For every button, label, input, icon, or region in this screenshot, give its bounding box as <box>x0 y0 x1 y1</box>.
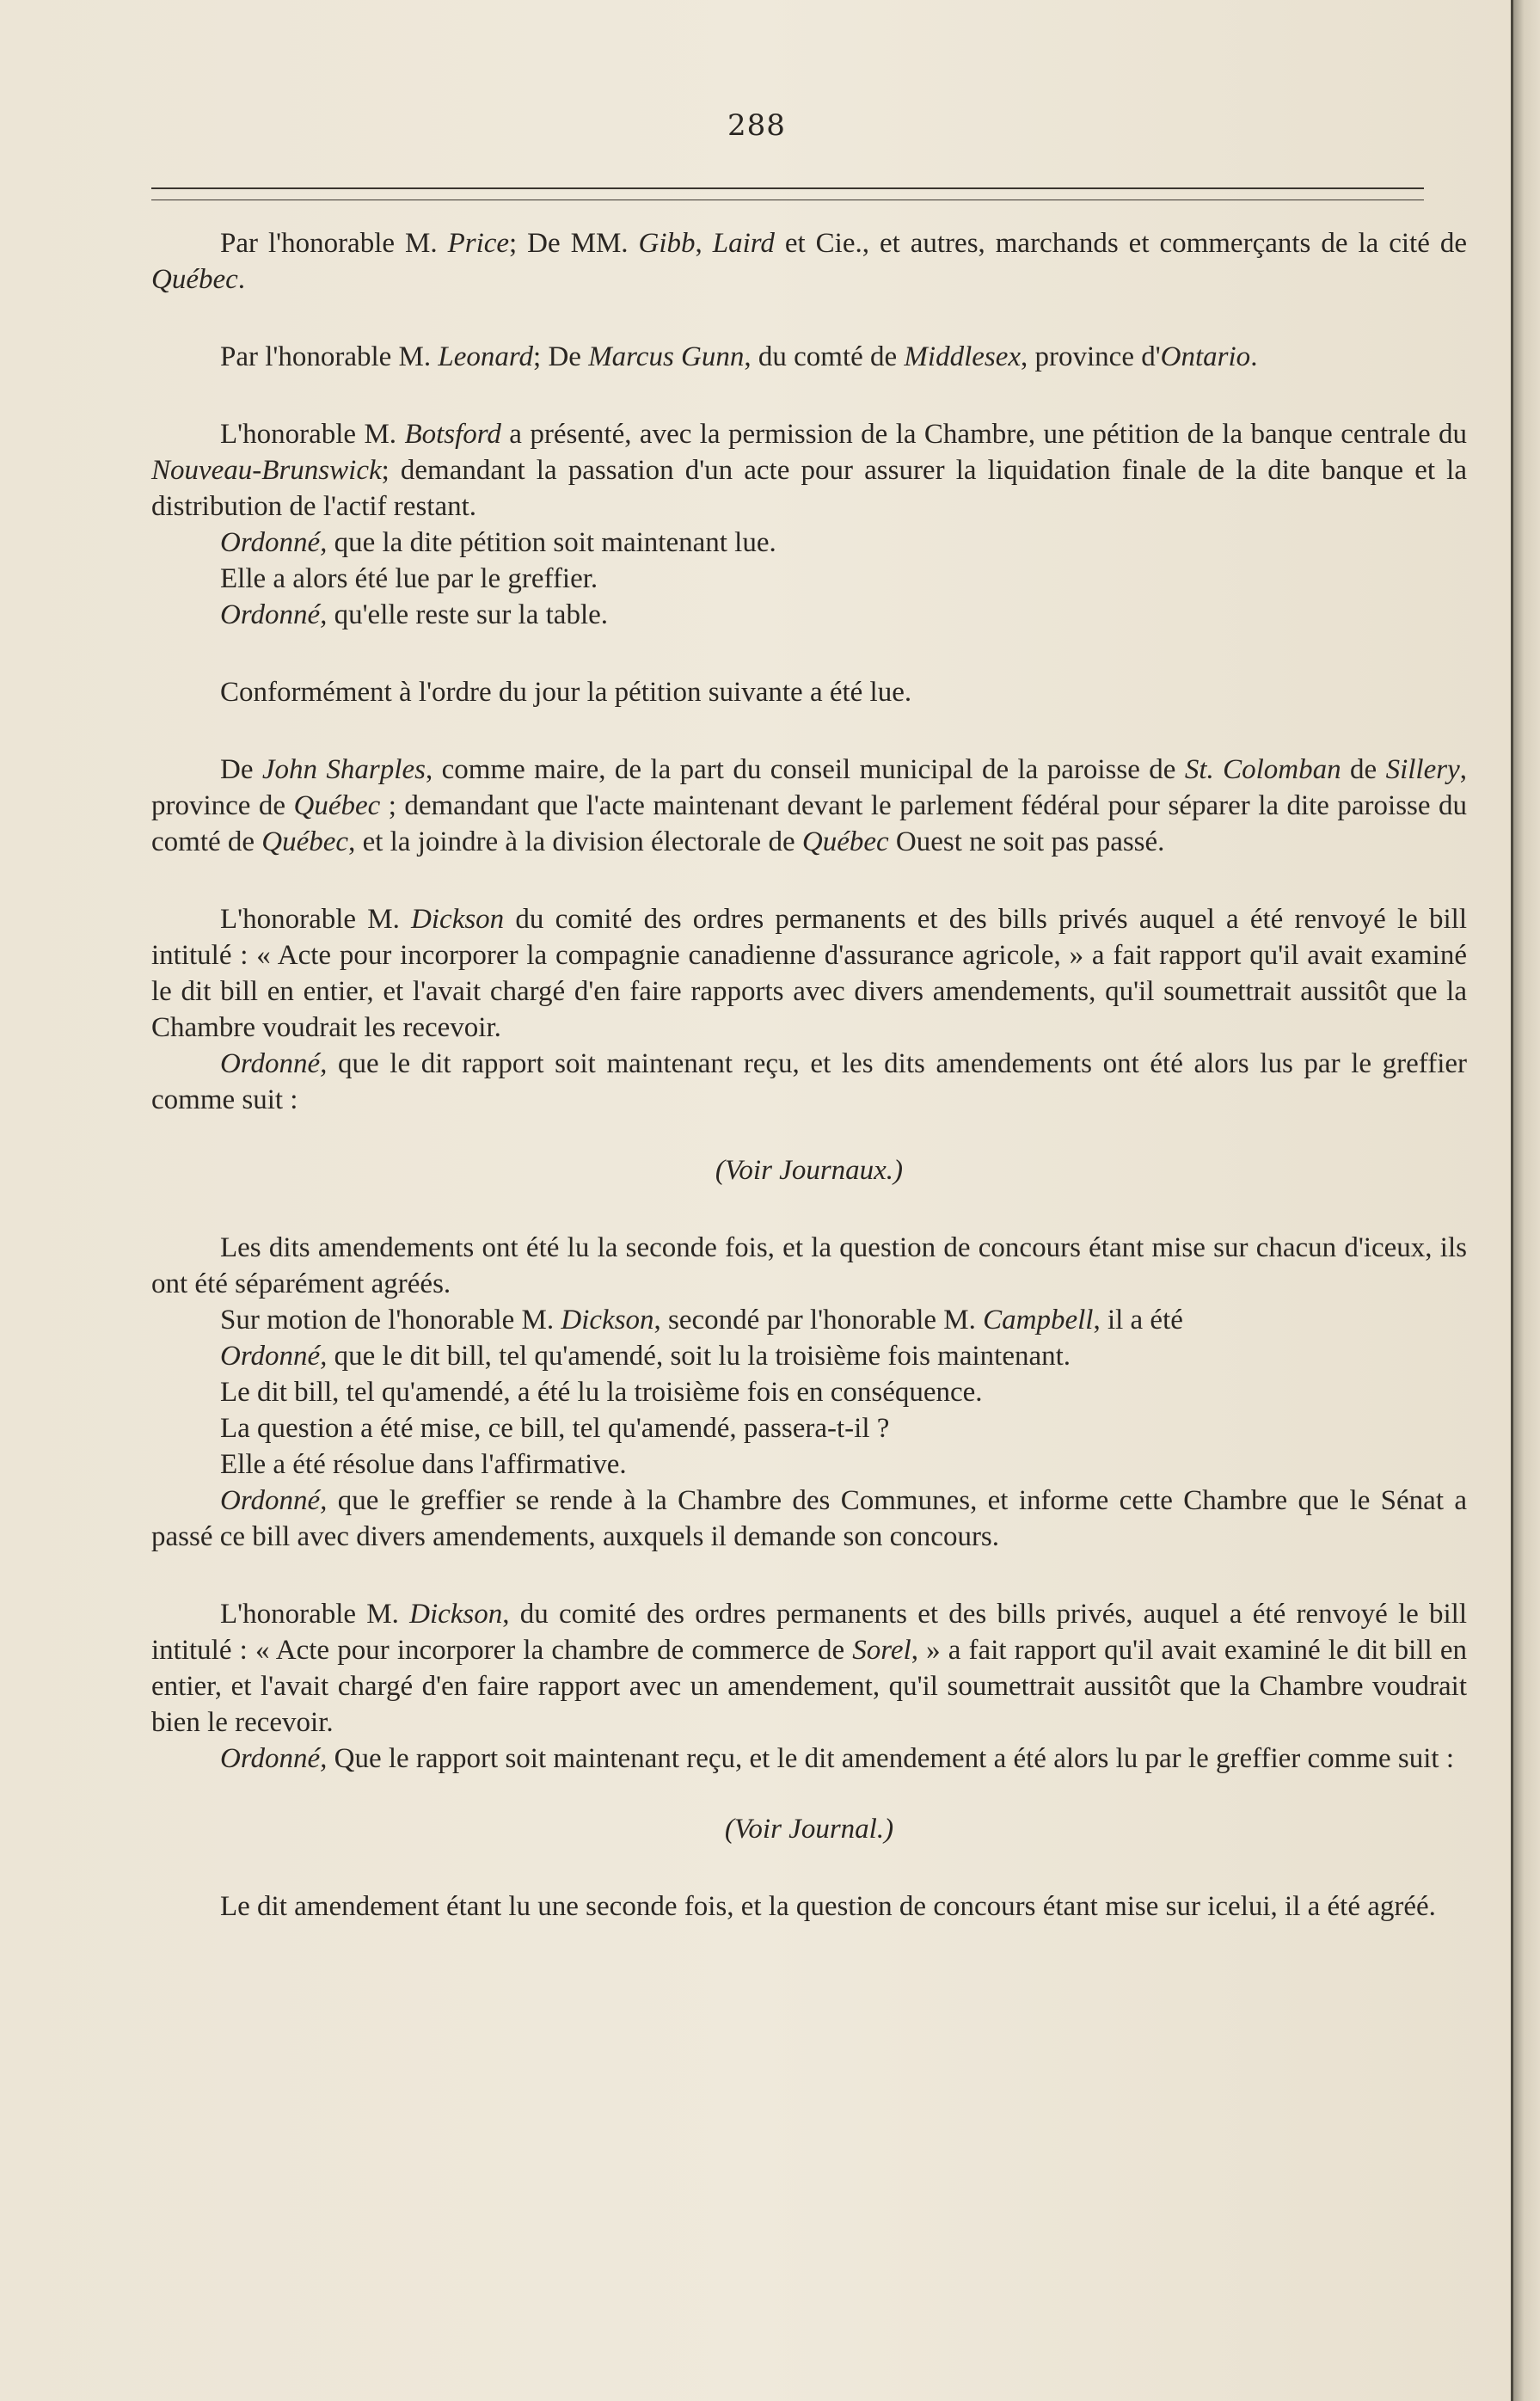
text-run: , <box>695 228 713 259</box>
ordonne-label: Ordonné, <box>220 1048 328 1079</box>
place-name: Québec <box>801 826 889 857</box>
person-name: Campbell <box>983 1305 1094 1336</box>
place-name: Ontario <box>1160 341 1251 372</box>
text-run: que le greffier se rende à la Chambre des Communes, et informe cette Chambre que le Sénat a passé ce bill avec divers amendements, auxquels il demande son concours. <box>151 1485 1467 1552</box>
text-run: Par l'honorable M. <box>220 228 448 259</box>
paragraph-amendment-agreed: Le dit amendement étant lu une seconde fois, et la question de concours étant mise sur icelui, il a été agréé. <box>220 1891 1436 1922</box>
text-run: ; De <box>533 341 589 372</box>
text-run: , du comté de <box>744 341 905 372</box>
text-run: Ouest ne soit pas passé. <box>888 826 1165 857</box>
ordonne-label: Ordonné, <box>220 1485 328 1516</box>
text-run: Par l'honorable M. <box>220 341 439 372</box>
text-run: , province d' <box>1021 341 1161 372</box>
text-run: a présenté, avec la permission de la Chambre, une pétition de la banque centrale du <box>500 419 1467 450</box>
paragraph-order-of-day: Conformément à l'ordre du jour la pétition suivante a été lue. <box>220 677 912 708</box>
person-name: John Sharples <box>261 754 426 785</box>
resolved-affirmative: Elle a été résolue dans l'affirmative. <box>220 1449 627 1480</box>
text-run: ; De MM. <box>509 228 639 259</box>
text-run: . <box>237 264 246 295</box>
text-run: L'honorable M. <box>220 1599 410 1630</box>
person-name: Price <box>447 228 510 259</box>
text-run: qu'elle reste sur la table. <box>327 599 609 630</box>
text-run: . <box>1250 341 1258 372</box>
order-report-received <box>151 1046 1467 1118</box>
text-run: , province de <box>151 754 1467 821</box>
person-name: Dickson <box>561 1305 654 1336</box>
text-run: Que le rapport soit maintenant reçu, et le dit amendement a été alors lu par le greffier comme suit : <box>327 1743 1455 1774</box>
place-name: Sillery <box>1385 754 1460 785</box>
place-name: Nouveau-Brunswick <box>151 455 382 486</box>
person-name: Gibb <box>638 228 696 259</box>
ordonne-label: Ordonné, <box>220 527 328 558</box>
see-journaux: (Voir Journaux.) <box>715 1155 904 1186</box>
third-reading-done: Le dit bill, tel qu'amendé, a été lu la troisième fois en conséquence. <box>220 1377 983 1408</box>
text-run: du comité des ordres permanents et des bills privés auquel a été renvoyé le bill intitulé : « Acte pour incorporer la compagnie canadienne d'assurance agricole, » a fait rapport qu'il avait examiné le dit bill en entier, et l'avait chargé d'en faire rapports avec divers amendements, qu'il soumettrait aussitôt que la Chambre voudrait les recevoir. <box>151 904 1467 1043</box>
book-gutter <box>1511 0 1540 2401</box>
text-run: , et la joindre à la division électorale de <box>348 826 802 857</box>
text-run: ; demandant la passation d'un acte pour assurer la liquidation finale de la dite banque et la distribution de l'actif restant. <box>151 455 1467 522</box>
paragraph-leonard-petition <box>151 339 1467 375</box>
text-run: que la dite pétition soit maintenant lue. <box>327 527 776 558</box>
place-name: Québec <box>261 826 349 857</box>
question-put: La question a été mise, ce bill, tel qu'amendé, passera-t-il ? <box>220 1413 890 1444</box>
ordonne-label: Ordonné, <box>220 1341 328 1372</box>
person-name: Dickson <box>409 1599 503 1630</box>
order-table <box>151 597 1467 633</box>
person-name: Leonard <box>438 341 534 372</box>
person-name: Laird <box>712 228 775 259</box>
text-run: , du comité des ordres permanents et des bills privés, auquel a été renvoyé le bill intitulé : « Acte pour incorporer la chambre de commerce de <box>151 1599 1467 1666</box>
place-name: Middlesex <box>904 341 1022 372</box>
person-name: Dickson <box>411 904 505 935</box>
place-name: Québec <box>151 264 238 295</box>
order-report-received-2 <box>151 1741 1467 1777</box>
paragraph-amendments-agreed: Les dits amendements ont été lu la seconde fois, et la question de concours étant mise sur chacun d'iceux, ils ont été séparément agréés. <box>151 1232 1467 1299</box>
ordonne-label: Ordonné, <box>220 599 328 630</box>
text-run: de <box>1341 754 1386 785</box>
place-name: Sorel <box>852 1635 911 1666</box>
place-name: St. Colomban <box>1184 754 1341 785</box>
header-rule-thick <box>151 187 1424 189</box>
text-run: , secondé par l'honorable M. <box>653 1305 984 1336</box>
ordonne-label: Ordonné, <box>220 1743 328 1774</box>
order-read <box>151 525 1467 561</box>
order-third-reading <box>151 1338 1467 1374</box>
paragraph-price-petition <box>151 225 1467 298</box>
paragraph-botsford-petition <box>151 416 1467 525</box>
text-run: et Cie., et autres, marchands et commerçants de la cité de <box>774 228 1467 259</box>
page-number: 288 <box>727 108 786 143</box>
text-run: que le dit bill, tel qu'amendé, soit lu la troisième fois maintenant. <box>327 1341 1071 1372</box>
motion-dickson <box>151 1302 1467 1338</box>
text-run: L'honorable M. <box>220 419 405 450</box>
place-name: Québec <box>293 790 381 821</box>
text-run: Sur motion de l'honorable M. <box>220 1305 561 1336</box>
see-journal: (Voir Journal.) <box>724 1814 894 1845</box>
text-run: De <box>220 754 262 785</box>
paragraph-dickson-report-2 <box>151 1596 1467 1741</box>
text-run: , il a été <box>1093 1305 1183 1336</box>
person-name: Marcus Gunn <box>588 341 745 372</box>
text-run: ; demandant que l'acte maintenant devant le parlement fédéral pour séparer la dite paroisse du comté de <box>151 790 1467 857</box>
text-run: , » a fait rapport qu'il avait examiné le dit bill en entier, et l'avait chargé d'en faire rapport avec un amendement, qu'il soumettrait aussitôt que la Chambre voudrait bien le recevoir. <box>151 1635 1467 1738</box>
text-run: , comme maire, de la part du conseil municipal de la paroisse de <box>425 754 1185 785</box>
order-inform-commons <box>151 1483 1467 1555</box>
paragraph-sharples-petition <box>151 752 1467 860</box>
person-name: Botsford <box>404 419 501 450</box>
body-text <box>151 225 1467 1925</box>
read-by-clerk: Elle a alors été lue par le greffier. <box>220 563 598 594</box>
text-run: L'honorable M. <box>220 904 412 935</box>
text-run: que le dit rapport soit maintenant reçu, et les dits amendements ont été alors lus par le greffier comme suit : <box>151 1048 1467 1115</box>
paragraph-dickson-report-1 <box>151 901 1467 1046</box>
